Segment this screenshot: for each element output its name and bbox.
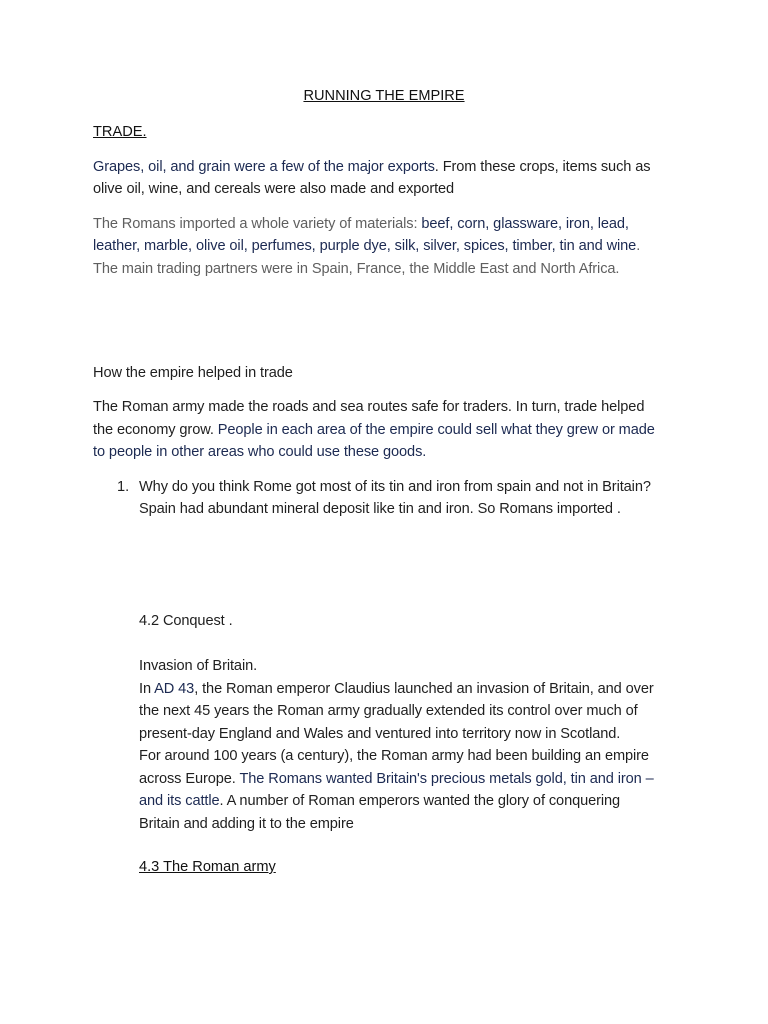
conquest-heading: 4.2 Conquest . — [139, 613, 233, 629]
trade-subheading: How the empire helped in trade — [93, 365, 293, 381]
invasion-line-4: For around 100 years (a century), the Roman army had been building an empire — [139, 748, 649, 764]
invasion-line-6: and its cattle. A number of Roman emperors wanted the glory of conquering — [139, 793, 621, 809]
exports-line-1 — [93, 156, 650, 179]
cattle-highlight: and its cattle — [139, 793, 220, 809]
exports-highlight: Grapes, oil, and grain were a few of the major exports — [93, 159, 435, 175]
date-highlight: AD 43 — [154, 681, 195, 697]
army-trade-line-3: to people in other areas who could use these goods. — [93, 444, 427, 460]
invasion-line-7: Britain and adding it to the empire — [139, 816, 354, 832]
metals-highlight: The Romans wanted Britain's precious metals gold, tin and iron – — [239, 771, 654, 787]
page-title: RUNNING THE EMPIRE — [303, 88, 465, 104]
trade-heading: TRADE. — [93, 124, 147, 140]
army-trade-line-2: the economy grow. People in each area of the empire could sell what they grew or made — [93, 422, 655, 438]
exports-text: . From these crops, items such as — [434, 159, 651, 175]
invasion-line-3: present-day England and Wales and ventured into territory now in Scotland. — [139, 726, 621, 742]
roman-army-heading: 4.3 The Roman army — [139, 859, 276, 875]
question-text: Why do you think Rome got most of its tin and iron from spain and not in Britain? — [139, 479, 651, 495]
army-trade-highlight: People in each area of the empire could sell what they grew or made — [217, 422, 655, 438]
exports-line-2: olive oil, wine, and cereals were also made and exported — [93, 181, 455, 197]
invasion-line-1: In AD 43, the Roman emperor Claudius launched an invasion of Britain, and over — [139, 681, 654, 697]
invasion-title: Invasion of Britain. — [139, 658, 258, 674]
answer-text: Spain had abundant mineral deposit like tin and iron. So Romans imported . — [139, 501, 621, 517]
invasion-line-2: the next 45 years the Roman army gradually extended its control over much of — [139, 703, 638, 719]
imports-list-start: beef, corn, glassware, iron, lead, — [421, 216, 629, 232]
imports-line-2: leather, marble, olive oil, perfumes, purple dye, silk, silver, spices, timber, tin and wine. — [93, 238, 641, 254]
imports-intro: The Romans imported a whole variety of materials: — [93, 216, 422, 232]
imports-line-1 — [93, 213, 629, 236]
army-trade-line-1: The Roman army made the roads and sea routes safe for traders. In turn, trade helped — [93, 399, 645, 415]
invasion-line-5: across Europe. The Romans wanted Britain's precious metals gold, tin and iron – — [139, 771, 654, 787]
list-number: 1. — [117, 479, 130, 495]
imports-line-3: The main trading partners were in Spain, France, the Middle East and North Africa. — [93, 261, 620, 277]
imports-list-end: leather, marble, olive oil, perfumes, purple dye, silk, silver, spices, timber, tin and wine — [93, 238, 637, 254]
